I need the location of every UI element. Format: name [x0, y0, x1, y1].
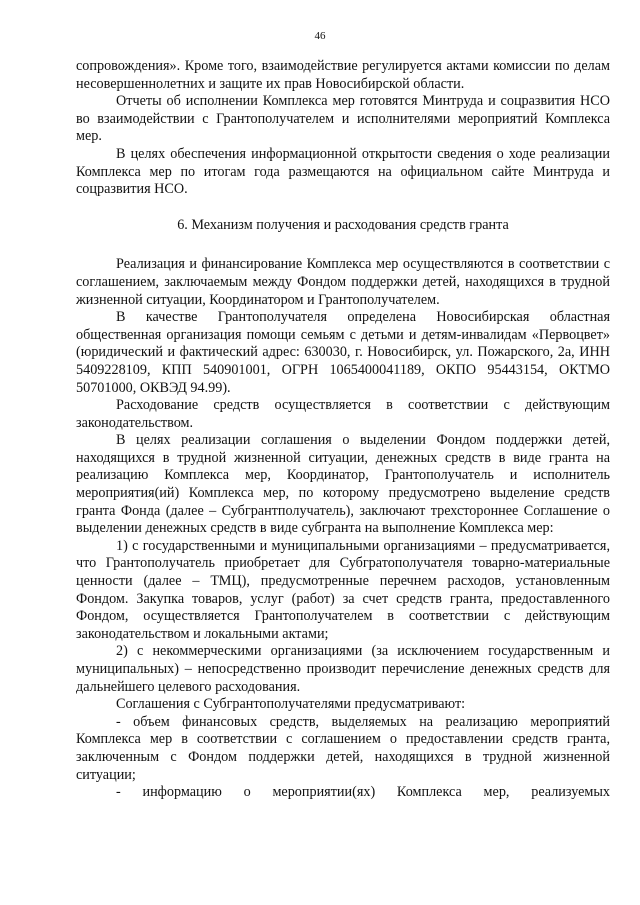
list-item: - информацию о мероприятии(ях) Комплекса мер, реализуемых — [116, 784, 610, 801]
document-body — [76, 58, 610, 802]
paragraph: В качестве Грантополучателя определена Новосибирская областная общественная организация помощи семьям с детьми и детям-инвалидам «Первоцвет» (юридический и фактический адрес: 630030, г. Новосибирск, ул. Пожарского, 2а, ИНН 5409228109, КПП 540901001, ОГРН 1065400041189, ОКПО 95443154, ОКТМО 50701000, ОКВЭД 94.99). — [76, 309, 610, 396]
paragraph: Реализация и финансирование Комплекса мер осуществляются в соответствии с соглашением, заключаемым между Фондом поддержки детей, находящихся в трудной жизненной ситуации, Координатором и Грантополучателем. — [76, 256, 610, 308]
section-heading: 6. Механизм получения и расходования средств гранта — [177, 216, 509, 233]
paragraph: Соглашения с Субгрантополучателями предусматривают: — [116, 696, 466, 713]
page-number: 46 — [314, 30, 326, 42]
paragraph: Расходование средств осуществляется в соответствии с действующим законодательством. — [76, 397, 610, 431]
list-item: 2) с некоммерческими организациями (за исключением государственным и муниципальных) – непосредственно производит перечисление денежных средств для дальнейшего целевого расходования. — [76, 643, 610, 695]
paragraph: В целях обеспечения информационной открытости сведения о ходе реализации Комплекса мер по итогам года размещаются на официальном сайте Минтруда и соцразвития НСО. — [76, 145, 610, 198]
paragraph: В целях реализации соглашения о выделении Фондом поддержки детей, находящихся в трудной жизненной ситуации, денежных средств в виде гранта на реализацию Комплекса мер, Координатор, Грантополучатель и исполнитель мероприятия(ий) Комплекса мер, по которому предусмотрено выделение средств гранта Фонда (далее – Субгрантполучатель), заключают трехстороннее Соглашение о выделении денежных средств в виде субгранта на выполнение Комплекса мер: — [76, 432, 610, 537]
paragraph: Отчеты об исполнении Комплекса мер готовятся Минтруда и соцразвития НСО во взаимодействии с Грантополучателем и исполнителями мероприятий Комплекса мер. — [76, 93, 610, 145]
paragraph: сопровождения». Кроме того, взаимодействие регулируется актами комиссии по делам несовершеннолетних и защите их прав Новосибирской области. — [76, 58, 610, 92]
list-item: - объем финансовых средств, выделяемых на реализацию мероприятий Комплекса мер в соответствии с соглашением о предоставлении средств гранта, заключенным с Фондом поддержки детей, находящихся в трудной жизненной ситуации; — [76, 713, 610, 783]
list-item: 1) с государственными и муниципальными организациями – предусматривается, что Грантополучатель приобретает для Субгратополучателя товарно-материальные ценности (далее – ТМЦ), предусмотренные перечнем расходов, установленным Фондом. Закупка товаров, услуг (работ) за счет средств гранта, предоставленного Фондом, осуществляется Грантополучателем в соответствии с действующим законодательством и локальными актами; — [76, 537, 610, 642]
